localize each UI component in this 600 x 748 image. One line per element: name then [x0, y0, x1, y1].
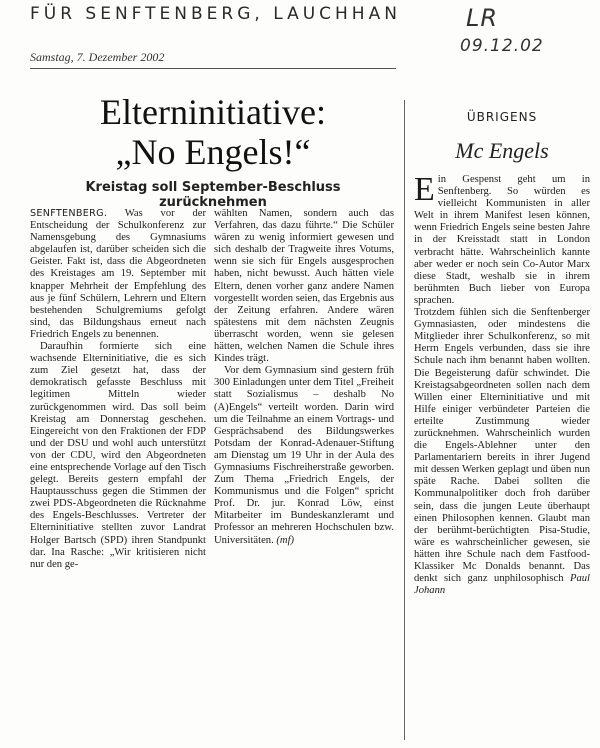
article-paragraph: Daraufhin formierte sich eine wachsende Elterninitiative, die es sich zum Ziel gesetzt hat, dass der demokratisch gefasste Beschluss mit legitimen Mitteln wieder zurückgenommen wird. Das soll beim Kreistag am Donnerstag geschehen. Eingereicht von den Fraktionen der FDP und der DSU und wohl auch unterstützt von der CDU, wird den Abgeordneten eine entsprechende Vorlage auf den Tisch gelegt. Bereits gestern empfahl der Hauptausschuss gegen die Stimmen der zwei PDS-Abgeordneten die Rücknahme des Engels-Beschlusses. Vertreter der Elterninitiative stellten zuvor Landrat Holger Bartsch (SPD) ihren Standpunkt dar. Ina Rasche: „Wir kritisieren nicht nur den ge-: [30, 341, 206, 570]
handwritten-date-note: 09.12.02: [460, 36, 544, 56]
paragraph-text: Was vor der Entscheidung der Schulkonferenz zur Namensgebung des Gymnasiums abgelaufen ist, darüber scheiden sich die Geister. Fakt ist, dass die Abgeordneten des Kreistages am 19. September mit knapper Mehrheit der Empfehlung des aus je fünf Schülern, Lehrern und Eltern bestehenden Schulgremiums gefolgt sind, das Bildungshaus erneut nach Friedrich Engels zu benennen.: [30, 208, 206, 340]
headline-line-2: „No Engels!“: [115, 132, 311, 172]
commentary-paragraph: [414, 307, 590, 597]
article-paragraph: [30, 208, 206, 341]
article-column-1: [30, 208, 206, 571]
column-divider: [404, 100, 405, 740]
author-byline: Paul Johann: [414, 573, 590, 597]
commentary-title: Mc Engels: [455, 138, 549, 163]
paragraph-text: Trotzdem fühlen sich die Senftenberger Gymnasiasten, oder mindestens die Mitglieder ihrer Schulkonferenz, so mit Herrn Engels verbunden, dass sie ihre Schule nach ihm benannt haben wollten. Die Begeisterung dafür schwindet. Die Kreistagsabgeordneten sollen nach dem Willen einer Elterninitiative und mit Hilfe einiger verbündeter Parteien die erteilte Zustimmung wieder zurücknehmen. Wahrscheinlich wurden die Engels-Ablehner unter den Parlamentariern bereits in ihrer Jugend mit dessen Werken geplagt und üben nun späte Rache. Dabei sollten die Kommunalpolitiker doch froh darüber sein, dass die jungen Leute überhaupt einen Philosophen kennen. Glaubt man der berühmt-berüchtigten Pisa-Studie, wäre es wahrscheinlicher gewesen, sie hätten ihre Schule nach dem Fastfood-Klassiker Mc Donalds benannt. Das denkt sich ganz unphilosophisch: [414, 307, 590, 585]
header-rule: [30, 68, 396, 69]
headline-line-1: Elterninitiative:: [100, 92, 326, 132]
article-column-2: [214, 208, 394, 547]
masthead: FÜR SENFTENBERG, LAUCHHAN: [30, 4, 401, 24]
paragraph-text: in Gespenst geht um in Senftenberg. So würden es vielleicht Kommunisten in aller Welt in ihrem Manifest lesen können, wenn Friedrich Engels seine besten Jahre in der Kreisstadt statt in London verbracht hätte. Wahrscheinlich kannte aber weder er noch sein Co-Autor Marx diese Stadt, weshalb sie in ihrem berühmten Buch lieber von Europa sprachen.: [414, 174, 590, 306]
article-paragraph: [214, 365, 394, 546]
headline: [30, 92, 396, 172]
commentary-paragraph: [414, 171, 590, 307]
author-initials: (mf): [276, 534, 295, 546]
article-paragraph: wählten Namen, sondern auch das Verfahren, das dazu führte.“ Die Schüler wären zu wenig informiert gewesen und sich deshalb der Tragweite ihres Votums, wenn sie sich für Engels ausgesprochen haben, nicht bewusst. Auch hätten viele Eltern, denen vorher ganz andere Namen vorgestellt worden seien, das Ergebnis aus der Zeitung erfahren. Andere wären spätestens mit dem nächsten Zeugnis überrascht worden, wenn sie gelesen hätten, welchen Namen die Schule ihres Kindes trägt.: [214, 208, 394, 365]
commentary-kicker: ÜBRIGENS: [466, 110, 538, 124]
dateline: Samstag, 7. Dezember 2002: [30, 50, 165, 64]
subheadline: Kreistag soll September-Beschluss zurücknehmen: [85, 180, 341, 210]
commentary-column: [414, 171, 590, 597]
handwritten-source-note: LR: [466, 4, 499, 32]
paragraph-text: Vor dem Gymnasium sind gestern früh 300 Einladungen unter dem Titel „Freiheit statt Sozialismus – deshalb No (A)Engels“ verteilt worden. Darin wird um die Teilnahme an einem Vortrags- und Gesprächsabend des Bildungswerkes Potsdam der Konrad-Adenauer-Stiftung am Dienstag um 19 Uhr in der Aula des Gymnasiums Fischreiherstraße geworben. Zum Thema „Friedrich Engels, der Kommunismus und die Folgen“ spricht Prof. Dr. jur. Konrad Löw, einst Mitarbeiter im Bundeskanzleramt und Professor an mehreren Hochschulen bzw. Universitäten.: [214, 365, 394, 546]
drop-cap: E: [414, 171, 435, 208]
place-name: SENFTENBERG.: [30, 208, 108, 219]
